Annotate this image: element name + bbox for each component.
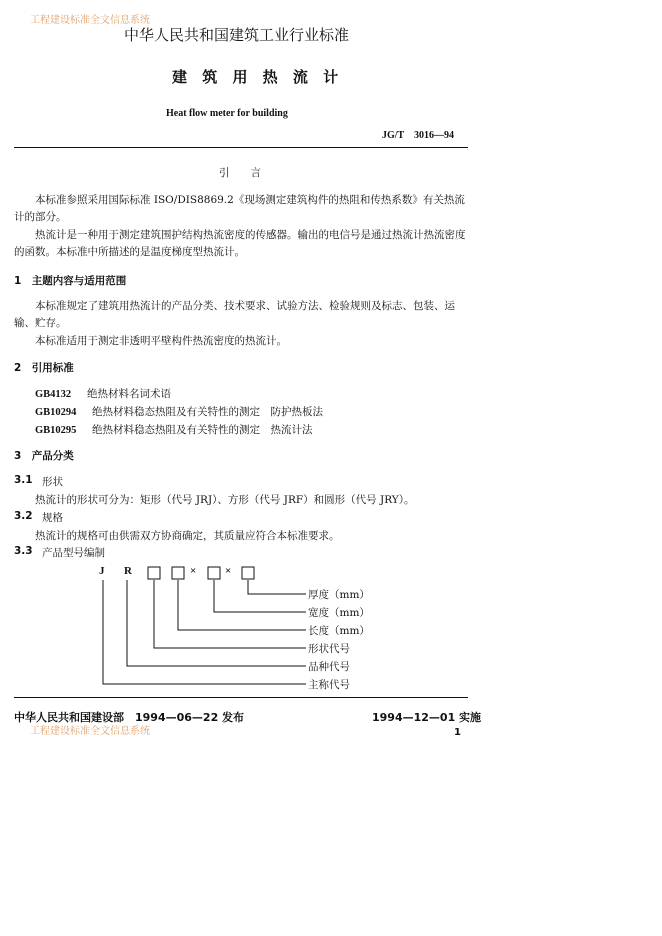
watermark-bottom: 工程建设标准全文信息系统 — [30, 726, 150, 737]
intro-paragraph-1: 本标准参照采用国际标准 ISO/DIS8869.2《现场测定建筑构件的热阻和传热系数》有关热流计的部分。 — [14, 194, 465, 223]
leader-shape — [154, 580, 306, 648]
section-2-heading: 2 引用标准 — [14, 362, 74, 374]
reference-code: GB10295 — [35, 425, 77, 436]
section-1-heading: 1 主题内容与适用范围 — [14, 275, 127, 287]
leader-length — [178, 580, 306, 630]
intro-heading: 引 言 — [219, 167, 261, 179]
leader-width — [214, 580, 306, 612]
issuer-line: 中华人民共和国建设部 1994—06—22 发布 — [14, 711, 245, 724]
section-3-1-text: 热流计的形状可分为：矩形（代号 JRJ）、方形（代号 JRF）和圆形（代号 JRY）。 — [35, 494, 415, 506]
section-3-1-title: 形状 — [42, 476, 63, 488]
section-3-2-text: 热流计的规格可由供需双方协商确定，其质量应符合本标准要求。 — [35, 530, 340, 542]
reference-title: 绝热材料稳态热阻及有关特性的测定 防护热板法 — [92, 406, 323, 418]
label-shape-code: 形状代号 — [308, 643, 350, 655]
model-times-1: × — [190, 565, 197, 577]
label-variety-code: 品种代号 — [308, 661, 350, 673]
standard-type: 中华人民共和国建筑工业行业标准 — [124, 26, 350, 44]
leader-main — [103, 580, 306, 684]
reference-code: GB4132 — [35, 389, 72, 400]
section-1-paragraph-2: 本标准适用于测定非透明平壁构件热流密度的热流计。 — [35, 335, 287, 347]
footer-rule — [14, 697, 468, 698]
placeholder-box-length — [172, 567, 184, 579]
placeholder-box-shape — [148, 567, 160, 579]
placeholder-box-width — [208, 567, 220, 579]
label-main-code: 主称代号 — [308, 679, 350, 691]
section-3-2-number: 3.2 — [14, 510, 33, 522]
section-3-heading: 3 产品分类 — [14, 450, 74, 462]
reference-title: 绝热材料名词术语 — [87, 388, 171, 400]
watermark-top: 工程建设标准全文信息系统 — [30, 15, 150, 26]
reference-code: GB10294 — [35, 407, 77, 418]
leader-thickness — [248, 580, 306, 594]
reference-title: 绝热材料稳态热阻及有关特性的测定 热流计法 — [92, 424, 313, 436]
model-letter-r: R — [124, 565, 132, 577]
model-times-2: × — [225, 565, 232, 577]
section-3-3-title: 产品型号编制 — [42, 547, 105, 559]
label-thickness: 厚度（mm） — [308, 589, 370, 601]
effective-date: 1994—12—01 实施 — [372, 711, 482, 724]
section-3-2-title: 规格 — [42, 512, 63, 524]
section-3-1-number: 3.1 — [14, 474, 33, 486]
page-number: 1 — [454, 727, 461, 738]
section-3-3-number: 3.3 — [14, 545, 33, 557]
placeholder-box-thickness — [242, 567, 254, 579]
title-en: Heat flow meter for building — [166, 108, 288, 119]
label-width: 宽度（mm） — [308, 607, 370, 619]
model-letter-j: J — [99, 565, 105, 577]
intro-paragraph-2: 热流计是一种用于测定建筑围护结构热流密度的传感器。输出的电信号是通过热流计热流密度的函数。本标准中所描述的是温度梯度型热流计。 — [14, 229, 466, 258]
section-1-paragraph-1: 本标准规定了建筑用热流计的产品分类、技术要求、试验方法、检验规则及标志、包装、运输、贮存。 — [14, 300, 455, 329]
standard-code: JG/T 3016—94 — [382, 130, 455, 141]
label-length: 长度（mm） — [308, 625, 370, 637]
page-title: 建 筑 用 热 流 计 — [172, 68, 344, 86]
